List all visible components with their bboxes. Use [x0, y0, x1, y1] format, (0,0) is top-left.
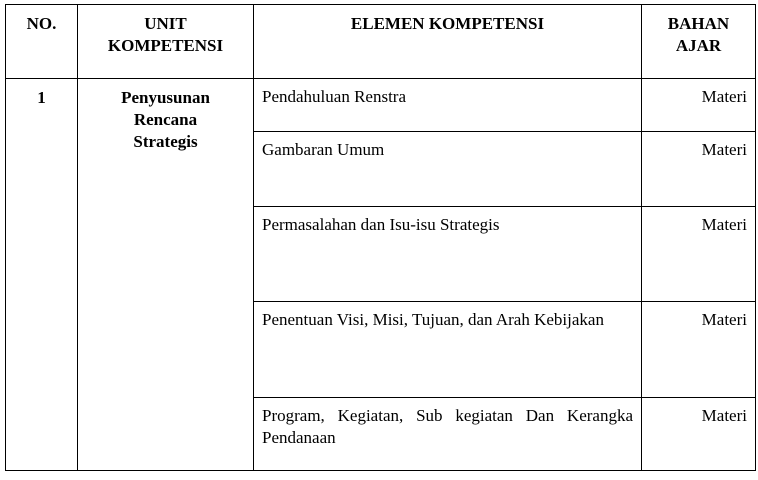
- header-unit-line2: KOMPETENSI: [107, 36, 224, 55]
- table-row: [6, 79, 756, 132]
- bahan-cell: Materi: [642, 207, 756, 302]
- header-unit: [78, 5, 254, 79]
- unit-line1: Penyusunan: [121, 88, 210, 107]
- competency-table: [5, 4, 756, 471]
- unit-kompetensi: [78, 79, 254, 471]
- bahan-cell: Materi: [642, 398, 756, 471]
- elemen-cell: Gambaran Umum: [254, 132, 642, 207]
- header-no: NO.: [6, 5, 78, 79]
- bahan-cell: Materi: [642, 132, 756, 207]
- elemen-cell: Pendahuluan Renstra: [254, 79, 642, 132]
- header-bahan: [642, 5, 756, 79]
- bahan-cell: Materi: [642, 79, 756, 132]
- elemen-cell: Permasalahan dan Isu-isu Strategis: [254, 207, 642, 302]
- unit-line3: Strategis: [133, 132, 198, 151]
- header-elemen: ELEMEN KOMPETENSI: [254, 5, 642, 79]
- header-bahan-line2: AJAR: [675, 36, 722, 55]
- bahan-cell: Materi: [642, 302, 756, 398]
- header-row: [6, 5, 756, 79]
- unit-line2: Rencana: [133, 110, 198, 129]
- header-bahan-line1: BAHAN: [667, 14, 730, 33]
- elemen-cell: Program, Kegiatan, Sub kegiatan Dan Kerangka Pendanaan: [254, 398, 642, 471]
- row-number: 1: [6, 79, 78, 471]
- elemen-cell: Penentuan Visi, Misi, Tujuan, dan Arah Kebijakan: [254, 302, 642, 398]
- header-unit-line1: UNIT: [144, 14, 187, 33]
